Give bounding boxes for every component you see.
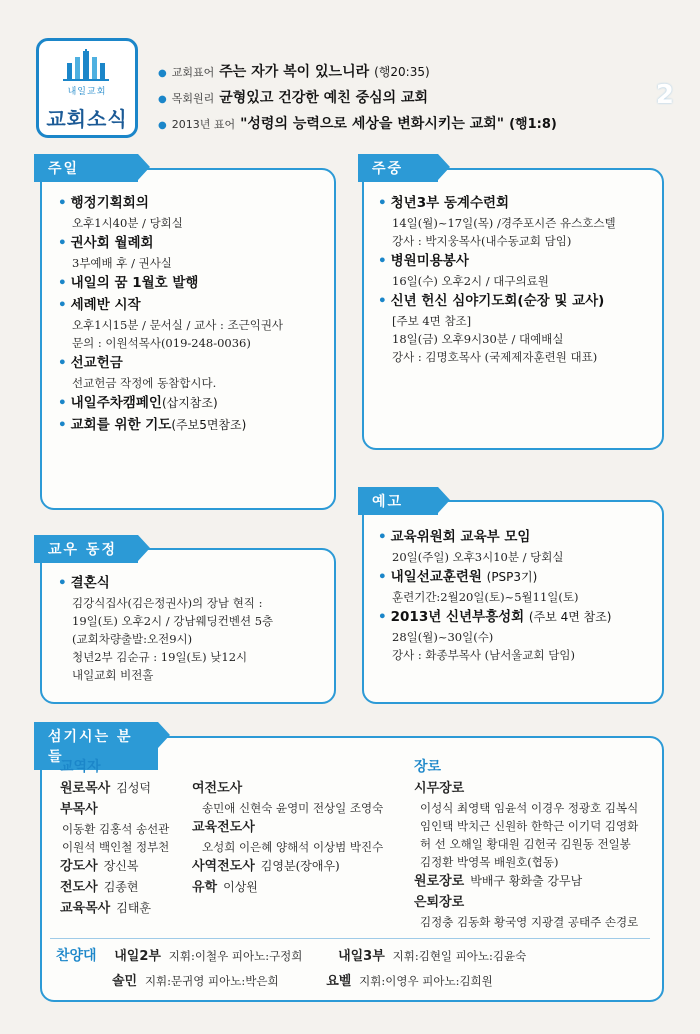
list-item-title: • 청년3부 동계수련회 bbox=[378, 195, 510, 211]
elder-names: 임인택 박치근 신원하 한학근 이기덕 김영화 bbox=[420, 819, 639, 833]
elder-names: 이성식 최영택 임윤석 이경우 정광호 김복식 bbox=[420, 801, 639, 815]
minister-row: 유학 이상원 bbox=[192, 880, 258, 895]
list-item-detail: 오후1시15분 / 문서실 / 교사 : 조근익권사 bbox=[72, 318, 284, 332]
principle-text: 균형있고 건강한 예친 중심의 교회 bbox=[219, 90, 429, 106]
minister-names: 이원석 백인철 정부천 bbox=[62, 840, 170, 854]
sunday-items bbox=[58, 192, 330, 436]
choir-detail: 지휘:문귀영 피아노:박은희 bbox=[144, 974, 279, 988]
members-tab: 교우 동정 bbox=[34, 535, 138, 563]
choir-detail: 지휘:이철우 피아노:구정희 bbox=[168, 949, 303, 963]
choir-name: 요벨 bbox=[326, 974, 352, 989]
minister-row: 부목사 bbox=[60, 802, 98, 817]
sunday-tab: 주일 bbox=[34, 154, 138, 182]
minister-names: 이동환 김홍석 송선관 bbox=[62, 822, 170, 836]
motto-label: 교회표어 bbox=[171, 66, 215, 79]
list-item-detail: 28일(월)~30일(수) bbox=[392, 630, 494, 644]
choir-detail: 지휘:이영우 피아노:김희원 bbox=[359, 974, 493, 988]
list-item-detail: 20일(주일) 오후3시10분 / 당회실 bbox=[392, 550, 564, 564]
elder-names: 김정환 박영목 배원호(협동) bbox=[420, 855, 559, 869]
list-item-detail: (교회차량출발:오전9시) bbox=[72, 632, 193, 646]
choir-label: 찬양대 bbox=[56, 948, 97, 964]
choir-row-2 bbox=[112, 970, 672, 989]
list-item-title: • 결혼식 bbox=[58, 575, 110, 591]
members-items bbox=[58, 572, 330, 684]
list-item-detail: [주보 4면 참조] bbox=[392, 314, 472, 328]
minister-row: 사역전도사 김영분(장애우) bbox=[192, 859, 340, 874]
church-logo-box bbox=[36, 38, 138, 138]
weekday-items bbox=[378, 192, 660, 366]
list-item-detail: 18일(금) 오후9시30분 / 대예배실 bbox=[392, 332, 564, 346]
year-motto-line bbox=[158, 112, 678, 138]
page-number: 2 bbox=[655, 80, 674, 110]
motto-line bbox=[158, 60, 678, 86]
list-item-detail: 19일(토) 오후2시 / 강남웨딩컨벤션 5층 bbox=[72, 614, 274, 628]
list-item-detail: 16일(수) 오후2시 / 대구의료원 bbox=[392, 274, 549, 288]
list-item-title: • 세례반 시작 bbox=[58, 297, 141, 313]
list-item-detail: 강사 : 김명호목사 (국제제자훈련원 대표) bbox=[392, 350, 598, 364]
choir-name: 솔민 bbox=[112, 974, 138, 989]
page-title: 교회소식 bbox=[46, 107, 128, 131]
list-item-detail: 14일(월)~17일(목) /경주포시즌 유스호스텔 bbox=[392, 216, 616, 230]
minister-row: 원로목사 김성덕 bbox=[60, 781, 152, 796]
bullet-icon: ● bbox=[158, 94, 167, 105]
list-item-detail: 강사 : 화종부목사 (남서울교회 담임) bbox=[392, 648, 575, 662]
list-item-detail: 청년2부 김순규 : 19일(토) 낮12시 bbox=[72, 650, 248, 664]
principle-label: 목회원리 bbox=[171, 92, 215, 105]
list-item-title: • 행정기획회의 bbox=[58, 195, 149, 211]
minister-names: 오성희 이은혜 양해석 이상범 박진수 bbox=[202, 840, 384, 854]
minister-names: 송민애 신현숙 윤영미 전상일 조영숙 bbox=[202, 801, 384, 815]
list-item-title: • 신년 헌신 심야기도회(순장 및 교사) bbox=[378, 293, 605, 309]
divider bbox=[50, 938, 650, 939]
list-item-title: • 권사회 월례회 bbox=[58, 235, 154, 251]
list-item-detail: 오후1시40분 / 당회실 bbox=[72, 216, 183, 230]
motto-text: 주는 자가 복이 있느니라 bbox=[219, 64, 370, 80]
choir-name: 내일2부 bbox=[114, 949, 161, 964]
year-motto-label: 2013년 표어 bbox=[171, 118, 236, 131]
list-item-title: • 교육위원회 교육부 모임 bbox=[378, 529, 531, 545]
year-motto-ref: (행1:8) bbox=[509, 117, 557, 132]
minister-row: 강도사 장신복 bbox=[60, 859, 139, 874]
notice-items bbox=[378, 526, 660, 664]
servants-tab: 섬기시는 분들 bbox=[34, 722, 158, 770]
list-item-detail: 훈련기간:2월20일(토)~5월11일(토) bbox=[392, 590, 579, 604]
choir-row-1 bbox=[56, 945, 656, 965]
list-item-title: • 내일주차캠페인(삽지참조) bbox=[58, 395, 218, 411]
ministers-right bbox=[192, 778, 402, 898]
bullet-icon: ● bbox=[158, 68, 167, 79]
list-item-detail: 선교헌금 작정에 동참합시다. bbox=[72, 376, 217, 390]
motto-ref: (행20:35) bbox=[374, 65, 430, 79]
elders-col bbox=[414, 756, 660, 931]
minister-row: 교육목사 김태훈 bbox=[60, 901, 152, 916]
list-item-title: • 선교헌금 bbox=[58, 355, 123, 371]
elder-row: 시무장로 bbox=[414, 781, 465, 796]
list-item-title: • 교회를 위한 기도(주보5면참조) bbox=[58, 417, 247, 433]
list-item-title: • 병원미용봉사 bbox=[378, 253, 469, 269]
list-item-detail: 내일교회 비전홀 bbox=[72, 668, 154, 682]
minister-row: 교육전도사 bbox=[192, 820, 255, 835]
elder-names: 허 선 오해일 황대원 김헌국 김원동 전일봉 bbox=[420, 837, 631, 851]
minister-row: 여전도사 bbox=[192, 781, 243, 796]
year-motto-text: "성령의 능력으로 세상을 변화시키는 교회" bbox=[240, 116, 505, 132]
list-item-detail: 문의 : 이원석목사(019-248-0036) bbox=[72, 336, 251, 350]
list-item-detail: 김강식집사(김은정권사)의 장남 현직 : bbox=[72, 596, 263, 610]
elder-names: 김정충 김동화 황국영 지광결 공태주 손경로 bbox=[420, 915, 639, 929]
principle-line bbox=[158, 86, 678, 112]
list-item-title: • 내일의 꿈 1월호 발행 bbox=[58, 275, 199, 291]
ministers-heading: 교역자 bbox=[60, 759, 101, 775]
header-mottos bbox=[158, 60, 678, 138]
elder-row: 은퇴장로 bbox=[414, 895, 465, 910]
list-item-title: • 내일선교훈련원 (PSP3기) bbox=[378, 569, 538, 585]
weekday-tab: 주중 bbox=[358, 154, 438, 182]
notice-tab: 예고 bbox=[358, 487, 438, 515]
elders-heading: 장로 bbox=[414, 759, 442, 775]
minister-row: 전도사 김종현 bbox=[60, 880, 139, 895]
elder-row: 원로장로 박배구 황화출 강무남 bbox=[414, 874, 583, 889]
choir-name: 내일3부 bbox=[338, 949, 385, 964]
choir-detail: 지휘:김현일 피아노:김윤숙 bbox=[392, 949, 527, 963]
logo-text: 내일교회 bbox=[67, 87, 107, 97]
list-item-detail: 강사 : 박지웅목사(내수동교회 담임) bbox=[392, 234, 572, 248]
list-item-title: • 2013년 신년부흥성회 (주보 4면 참조) bbox=[378, 609, 612, 625]
church-logo-icon bbox=[57, 49, 117, 83]
bullet-icon: ● bbox=[158, 120, 167, 131]
ministers-left bbox=[60, 756, 200, 919]
list-item-detail: 3부예배 후 / 권사실 bbox=[72, 256, 172, 270]
